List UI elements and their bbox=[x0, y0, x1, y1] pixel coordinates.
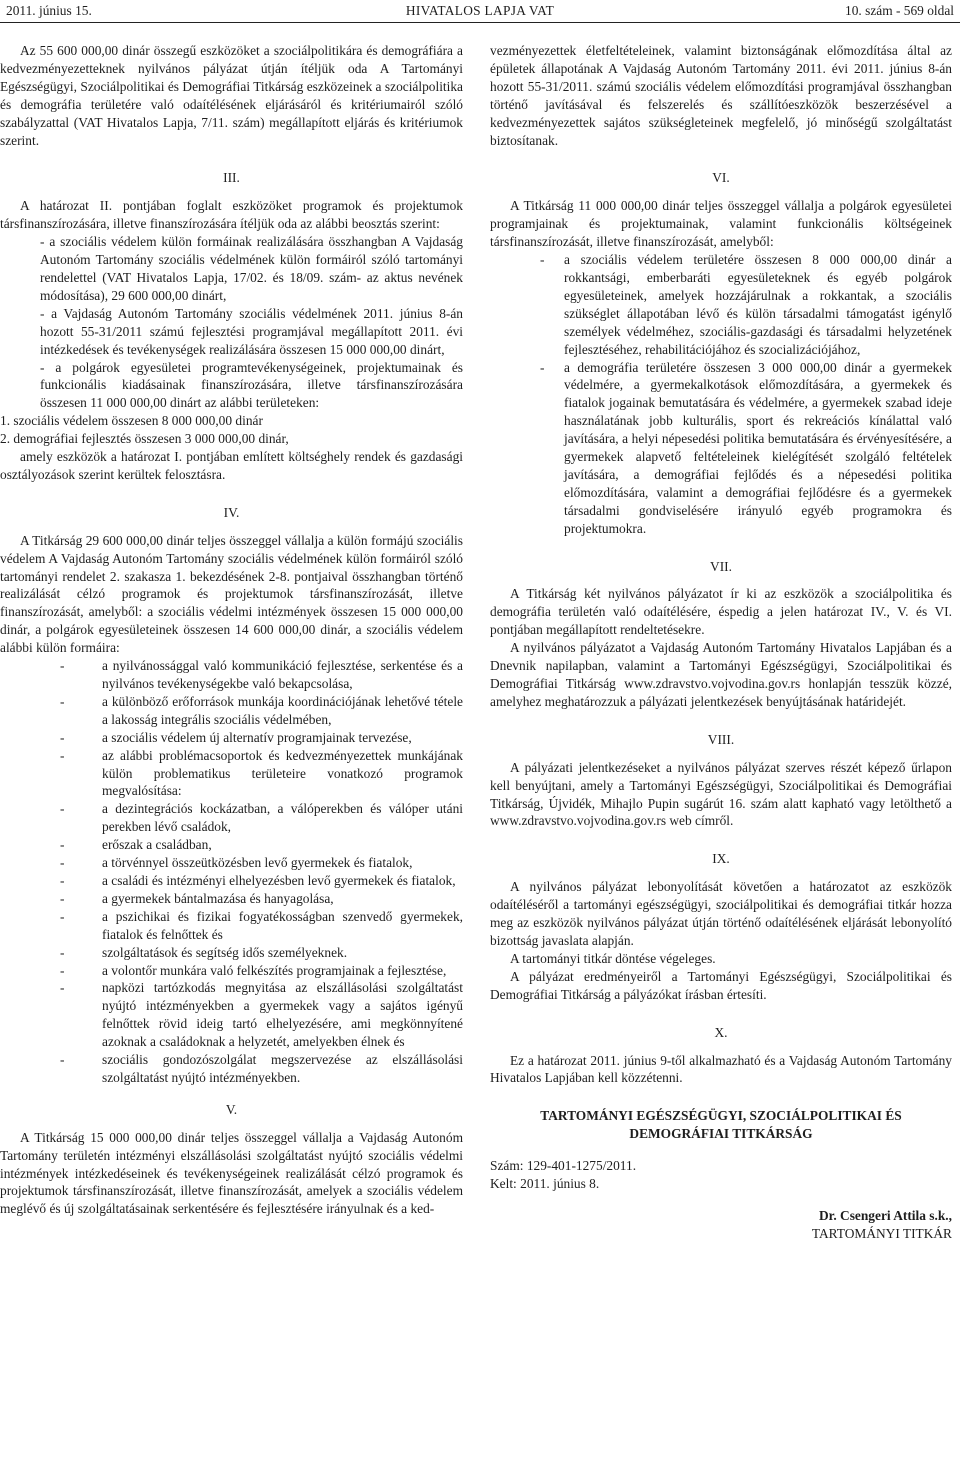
continued-paragraph: vezményezettek életfeltételeinek, valamint biztonságának előmozdítása által az épületek állapotának A Vajdaság Autonóm Tartomány 2011. évi 2011. június 8-án hozott 55-31/2011. számú szociális védelem előmozdítási programjával összhangban történő javításával és felszerelés és szállítóeszközök beszerzésével a kedvezményezettek sajátos szükségleteinek megfelelő, jó minőségű szolgáltatást biztosítanak. bbox=[490, 43, 952, 148]
bullet-dash: - bbox=[60, 890, 65, 906]
paragraph-iii-end: amely eszközök a határozat I. pontjában említett költséghely rendek és gazdasági osztályozások szerint kerültek felosztásra. bbox=[0, 449, 463, 482]
list-item bbox=[0, 747, 463, 801]
list-item-text: a különböző erőforrások munkája koordinációjának lehetővé tétele a lakosság integrális szociális védelmében, bbox=[102, 693, 463, 727]
bullet-dash: - bbox=[60, 944, 65, 960]
list-item bbox=[490, 251, 952, 358]
list-item-text: a demográfia területére összesen 3 000 000,00 dinár a gyermekek védelmére, a gyermekalkotások előmozdítására, a gyermekek és fiatalok jogainak bemutatására és védelmére, a gyermekek szabad ideje használatának jobb kulturális, sport és rekreációs kínálattal való javítására, a helyi népesedési politika bemutatására és érvényesítésére, a gyermekek alapvető feltételeinek kielégítését szolgáló feltételek javítására, a demográfiai fejlődés és a népesedési politika előmozdítására, valamint a demográfiai fejlődésre és a gyermekek társadalmi gondviselésére irányuló egyéb programokra és projektumokra. bbox=[564, 359, 952, 536]
association-areas-list bbox=[490, 251, 952, 538]
signer-name: Dr. Csengeri Attila s.k., bbox=[818, 1207, 952, 1223]
paragraph-vii-b: A nyilvános pályázatot a Vajdaság Autonóm Tartomány Hivatalos Lapjában és a Dnevnik napilapban, valamint a Tartományi Egészségügyi, Szociálpolitikai és Demográfiai Titkárság www.zdravstvo.vojvodina.gov.rs honlapján tesszük közzé, amelyhez meghatározzuk a pályázati jelentkezések benyújtásának határidejét. bbox=[490, 640, 952, 709]
list-item bbox=[0, 872, 463, 890]
list-item bbox=[0, 962, 463, 980]
list-item-text: a dezintegrációs kockázatban, a válóperekben és válóper utáni perekben lévő családok, bbox=[102, 801, 463, 835]
paragraph-v: A Titkárság 15 000 000,00 dinár teljes összeggel vállalja a Vajdaság Autonóm Tartomány területén intézményi elszállásolási szolgáltatást nyújtó szociális védelmi intézmények intézkedéseinek és tevékenységeinek realizálását célzó programok és projektumok társfinanszírozását, illetve finanszírozását, amelyek a szociális védelem meglévő és új szolgáltatásainak serkentésére és fejlesztésére irányulnak és a ked- bbox=[0, 1129, 463, 1217]
list-item-text: szolgáltatások és segítség idős személyeknek. bbox=[102, 944, 348, 960]
section-heading-vii: VII. bbox=[710, 558, 732, 574]
bullet-dash: - bbox=[60, 908, 65, 924]
section-heading-iv: IV. bbox=[223, 504, 240, 520]
paragraph-iv: A Titkárság 29 600 000,00 dinár teljes összeggel vállalja a külön formájú szociális védelem A Vajdaság Autonóm Tartomány szociális védelmének külön formáiról szóló tartományi rendelet 2. szakasza 1. bekezdésének 2-8. pontjaival összhangban történő realizálását célzó programok és projektumok társfinanszírozását, illetve finanszírozását, amelyből: a szociális védelmi intézmények összesen 15 000 000,00 dinár, a polgárok egyesületeinek összesen 14 600 000,00 dinár, a szociális védelem alábbi külön formáira: bbox=[0, 532, 463, 656]
paragraph-ix-a: A nyilvános pályázat lebonyolítását követően a határozatot az eszközök odaítéléséről a tartományi egészségügyi, szociálpolitikai és demográfiai titkár hozza meg az eszközök nyilvános pályázat útján történő odaítélésének eljárását lebonyolító bizottság javaslata alapján. bbox=[490, 879, 952, 948]
list-item bbox=[490, 359, 952, 538]
bullet-dash: - bbox=[60, 855, 65, 871]
list-item: - a szociális védelem külön formáinak realizálására összhangban A Vajdaság Autonóm Tartomány szociális védelmének külön formáiról szóló tartományi rendelettel (VAT Hivatalos Lapja, 17/02. és 18/09. szám- az aktus nevének módosítása), 29 600 000,00 dinárt, bbox=[40, 234, 463, 303]
paragraph-vi: A Titkárság 11 000 000,00 dinár teljes összeggel vállalja a polgárok egyesületei programjainak és projektumainak, valamint funkcionális költségeinek társfinanszírozását, illetve finanszírozását, amelyből: bbox=[490, 198, 952, 250]
bullet-dash: - bbox=[60, 801, 65, 817]
issuing-authority: TARTOMÁNYI EGÉSZSÉGÜGYI, SZOCIÁLPOLITIKAI ÉS DEMOGRÁFIAI TITKÁRSÁG bbox=[540, 1108, 902, 1142]
section-heading-vi: VI. bbox=[712, 170, 730, 186]
left-column bbox=[0, 42, 463, 1218]
list-item-text: napközi tartózkodás megnyitása az elszállásolási szolgáltatást nyújtó intézményekben a gyermekek vagy a sajátos igényű felnőttek rövid ideig tartó elhelyezésére, ami megkönnyítené azoknak a családoknak a helyzetét, amelyekben élnek és bbox=[102, 980, 463, 1050]
list-item-text: erőszak a családban, bbox=[102, 837, 212, 853]
list-item bbox=[0, 890, 463, 908]
bullet-dash: - bbox=[60, 980, 65, 996]
list-item: - a polgárok egyesületei programtevékenységeinek, projektumainak és funkcionális kiadásainak finanszírozására, illetve társfinanszírozására összesen 11 000 000,00 dinárt az alábbi területeken: bbox=[40, 359, 463, 411]
section-heading-iii: III. bbox=[223, 170, 240, 186]
bullet-dash: - bbox=[60, 658, 65, 674]
bullet-dash: - bbox=[60, 1052, 65, 1068]
paragraph-ix-b: A tartományi titkár döntése végeleges. bbox=[510, 950, 716, 966]
list-item-text: szociális gondozószolgálat megszervezése az elszállásolási szolgáltatást nyújtó intézményekben. bbox=[102, 1052, 463, 1085]
list-item-text: a szociális védelem új alternatív programjainak tervezése, bbox=[102, 729, 412, 745]
social-protection-forms-list bbox=[0, 657, 463, 1087]
list-item bbox=[0, 657, 463, 693]
paragraph-x: Ez a határozat 2011. június 9-től alkalmazható és a Vajdaság Autonóm Tartomány Hivatalos Lapjában kell közzétenni. bbox=[490, 1052, 952, 1086]
list-item bbox=[0, 800, 463, 836]
list-item-text: a pszichikai és fizikai fogyatékosságban szenvedő gyermekek, fiatalok és felnőttek és bbox=[102, 908, 463, 942]
list-item bbox=[0, 1051, 463, 1087]
paragraph-iii: A határozat II. pontjában foglalt eszközöket programok és projektumok társfinanszírozására, illetve finanszírozására ítéljük oda az alábbi beosztás szerint: bbox=[0, 198, 463, 232]
header-date: 2011. június 15. bbox=[6, 3, 92, 18]
header-page-number: 10. szám - 569 oldal bbox=[845, 3, 954, 18]
bullet-dash: - bbox=[540, 252, 545, 268]
paragraph-vii-a: A Titkárság két nyilvános pályázatot ír ki az eszközök a szociálpolitika és demográfia területén való odaítélésére, éspedig a jelen határozat IV., V. és VI. pontjában megállapított rendeltetésekre. bbox=[490, 586, 952, 638]
bullet-dash: - bbox=[540, 359, 545, 375]
list-item-text: a törvénnyel összeütközésben levő gyermekek és fiatalok, bbox=[102, 855, 413, 871]
signer-title: TARTOMÁNYI TITKÁR bbox=[811, 1225, 952, 1241]
paragraph-viii: A pályázati jelentkezéseket a nyilvános pályázat szerves részét képező űrlapon kell benyújtani, amely a Tartományi Egészségügyi, Szociálpolitikai és Demográfiai Titkárság, Újvidék, Mihajlo Pupin sugárút 16. szám alatt kapható vagy letölthető a www.zdravstvo.vojvodina.gov.rs web címről. bbox=[490, 759, 952, 829]
allocation-list bbox=[0, 233, 463, 412]
bullet-dash: - bbox=[60, 729, 65, 745]
list-item-text: a szociális védelem területére összesen 8 000 000,00 dinár a rokkantsági, emberbaráti egyesületeknek és egyéb polgárok egyesületeinek, amelyek hozzájárulnak a rokkantak, a szociális szükséglet állapotában lévő és külön társadalmi támogatást igénylő személyek védelméhez, szociális-gazdasági és társadalmi helyzetének fejlesztéséhez, rehabilitációjához és szocializációjához, bbox=[564, 252, 952, 357]
right-column bbox=[490, 42, 952, 1243]
section-heading-x: X. bbox=[714, 1024, 728, 1040]
list-item bbox=[0, 979, 463, 1051]
intro-paragraph: Az 55 600 000,00 dinár összegű eszközöket a szociálpolitikára és demográfiára a kedvezményezetteknek nyilvános pályázat útján ítéljük oda A Tartományi Egészségügyi, Szociálpolitikai és Demográfiai Titkárság eszközeinek a szociálpolitika és demográfia területére való odaítélésének eljárásáról és kritériumairól szóló szabályzattal (VAT Hivatalos Lapja, 7/11. szám) megállapított eljárás és kritériumok szerint. bbox=[0, 43, 463, 148]
list-item bbox=[0, 908, 463, 944]
list-item bbox=[0, 729, 463, 747]
bullet-dash: - bbox=[60, 962, 65, 978]
bullet-dash: - bbox=[60, 693, 65, 709]
bullet-dash: - bbox=[60, 837, 65, 853]
list-item bbox=[0, 854, 463, 872]
list-item-text: a gyermekek bántalmazása és hanyagolása, bbox=[102, 890, 334, 906]
list-item: - a Vajdaság Autonóm Tartomány szociális védelmének 2011. június 8-án hozott 55-31/2011 számú fejlesztési programjával megállapított 2011. évi intézkedések és tevékenységek realizálására összesen 15 000 000,00 dinárt, bbox=[40, 305, 463, 357]
paragraph-ix-c: A pályázat eredményeiről a Tartományi Egészségügyi, Szociálpolitikai és Demográfiai Titkárság a pályázókat írásban értesíti. bbox=[490, 968, 952, 1002]
section-heading-viii: VIII. bbox=[707, 731, 735, 747]
numbered-item: 2. demográfiai fejlesztés összesen 3 000 000,00 dinár, bbox=[0, 431, 289, 447]
bullet-dash: - bbox=[60, 747, 65, 763]
list-item bbox=[0, 836, 463, 854]
list-item-text: a volontőr munkára való felkészítés programjainak a fejlesztése, bbox=[102, 962, 447, 978]
header-rule bbox=[0, 22, 960, 23]
list-item-text: a családi és intézményi elhelyezésben levő gyermekek és fiatalok, bbox=[102, 872, 456, 888]
document-date: Kelt: 2011. június 8. bbox=[490, 1176, 600, 1192]
page-header bbox=[0, 0, 960, 22]
list-item bbox=[0, 944, 463, 962]
header-journal: HIVATALOS LAPJA VAT bbox=[405, 3, 555, 18]
list-item-text: az alábbi problémacsoportok és kedvezményezettek munkájának külön problematikus területeire vonatkozó programok megvalósítása: bbox=[102, 747, 463, 799]
section-heading-ix: IX. bbox=[712, 851, 730, 867]
section-heading-v: V. bbox=[225, 1101, 238, 1117]
bullet-dash: - bbox=[60, 872, 65, 888]
numbered-item: 1. szociális védelem összesen 8 000 000,00 dinár bbox=[0, 413, 263, 429]
list-item bbox=[0, 693, 463, 729]
document-number: Szám: 129-401-1275/2011. bbox=[490, 1158, 637, 1174]
list-item-text: a nyilvánossággal való kommunikáció fejlesztése, serkentése és a nyilvános tevékenységekbe való bekapcsolása, bbox=[102, 658, 463, 691]
